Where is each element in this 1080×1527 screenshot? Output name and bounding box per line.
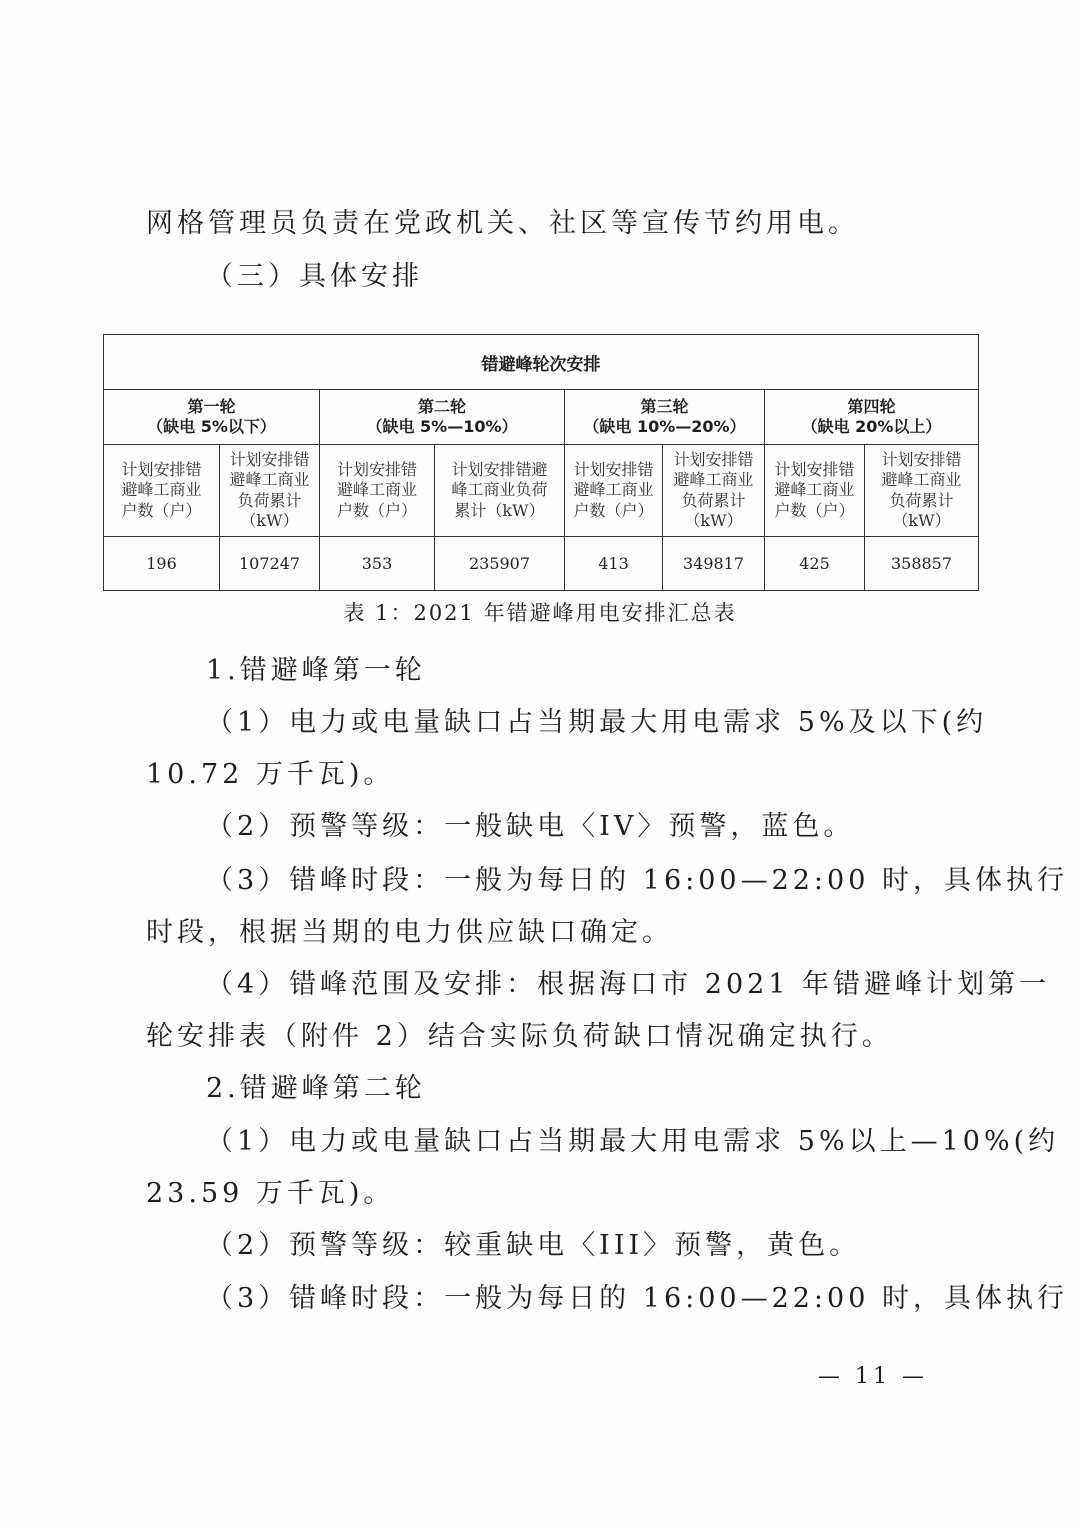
section-heading: （三）具体安排	[206, 261, 423, 292]
paragraph-line: 23.59 万千瓦)。	[146, 1178, 395, 1209]
paragraph-line: （1）电力或电量缺口占当期最大用电需求 5%以上—10%(约	[206, 1126, 1060, 1157]
page-number: — 11 —	[818, 1364, 928, 1389]
round-header: 第一轮 （缺电 5%以下）	[104, 390, 320, 445]
round-header: 第二轮 （缺电 5%—10%）	[320, 390, 565, 445]
load-value: 107247	[220, 537, 320, 591]
subsection-heading: 2.错避峰第二轮	[206, 1073, 426, 1104]
table-title: 错避峰轮次安排	[104, 335, 979, 390]
subsection-heading: 1.错避峰第一轮	[206, 655, 426, 686]
col-header-households: 计划安排错 避峰工商业 户数（户）	[104, 445, 220, 537]
load-value: 358857	[865, 537, 979, 591]
col-header-households: 计划安排错 避峰工商业 户数（户）	[765, 445, 865, 537]
col-header-load: 计划安排错 避峰工商业 负荷累计 （kW）	[663, 445, 765, 537]
paragraph-line: 网格管理员负责在党政机关、社区等宣传节约用电。	[146, 208, 859, 239]
households-value: 413	[565, 537, 663, 591]
paragraph-line: （1）电力或电量缺口占当期最大用电需求 5%及以下(约	[206, 707, 988, 738]
paragraph-line: 时段，根据当期的电力供应缺口确定。	[146, 917, 673, 948]
load-value: 349817	[663, 537, 765, 591]
col-header-load: 计划安排错 避峰工商业 负荷累计 （kW）	[220, 445, 320, 537]
table-caption: 表 1：2021 年错避峰用电安排汇总表	[343, 601, 737, 625]
households-value: 425	[765, 537, 865, 591]
paragraph-line: （2）预警等级：较重缺电〈III〉预警，黄色。	[206, 1230, 861, 1261]
paragraph-line: （2）预警等级：一般缺电〈IV〉预警，蓝色。	[206, 811, 855, 842]
col-header-load: 计划安排错 避峰工商业 负荷累计 （kW）	[865, 445, 979, 537]
households-value: 196	[104, 537, 220, 591]
paragraph-line: （4）错峰范围及安排：根据海口市 2021 年错避峰计划第一	[206, 969, 1051, 1000]
summary-table	[103, 334, 979, 591]
households-value: 353	[320, 537, 435, 591]
paragraph-line: （3）错峰时段：一般为每日的 16:00—22:00 时，具体执行	[206, 1283, 1068, 1314]
paragraph-line: （3）错峰时段：一般为每日的 16:00—22:00 时，具体执行	[206, 865, 1068, 896]
paragraph-line: 轮安排表（附件 2）结合实际负荷缺口情况确定执行。	[146, 1021, 893, 1052]
load-value: 235907	[435, 537, 565, 591]
col-header-households: 计划安排错 避峰工商业 户数（户）	[320, 445, 435, 537]
col-header-load: 计划安排错避 峰工商业负荷 累计（kW）	[435, 445, 565, 537]
paragraph-line: 10.72 万千瓦)。	[146, 759, 395, 790]
round-header: 第四轮 （缺电 20%以上）	[765, 390, 979, 445]
col-header-households: 计划安排错 避峰工商业 户数（户）	[565, 445, 663, 537]
round-header: 第三轮 （缺电 10%—20%）	[565, 390, 765, 445]
